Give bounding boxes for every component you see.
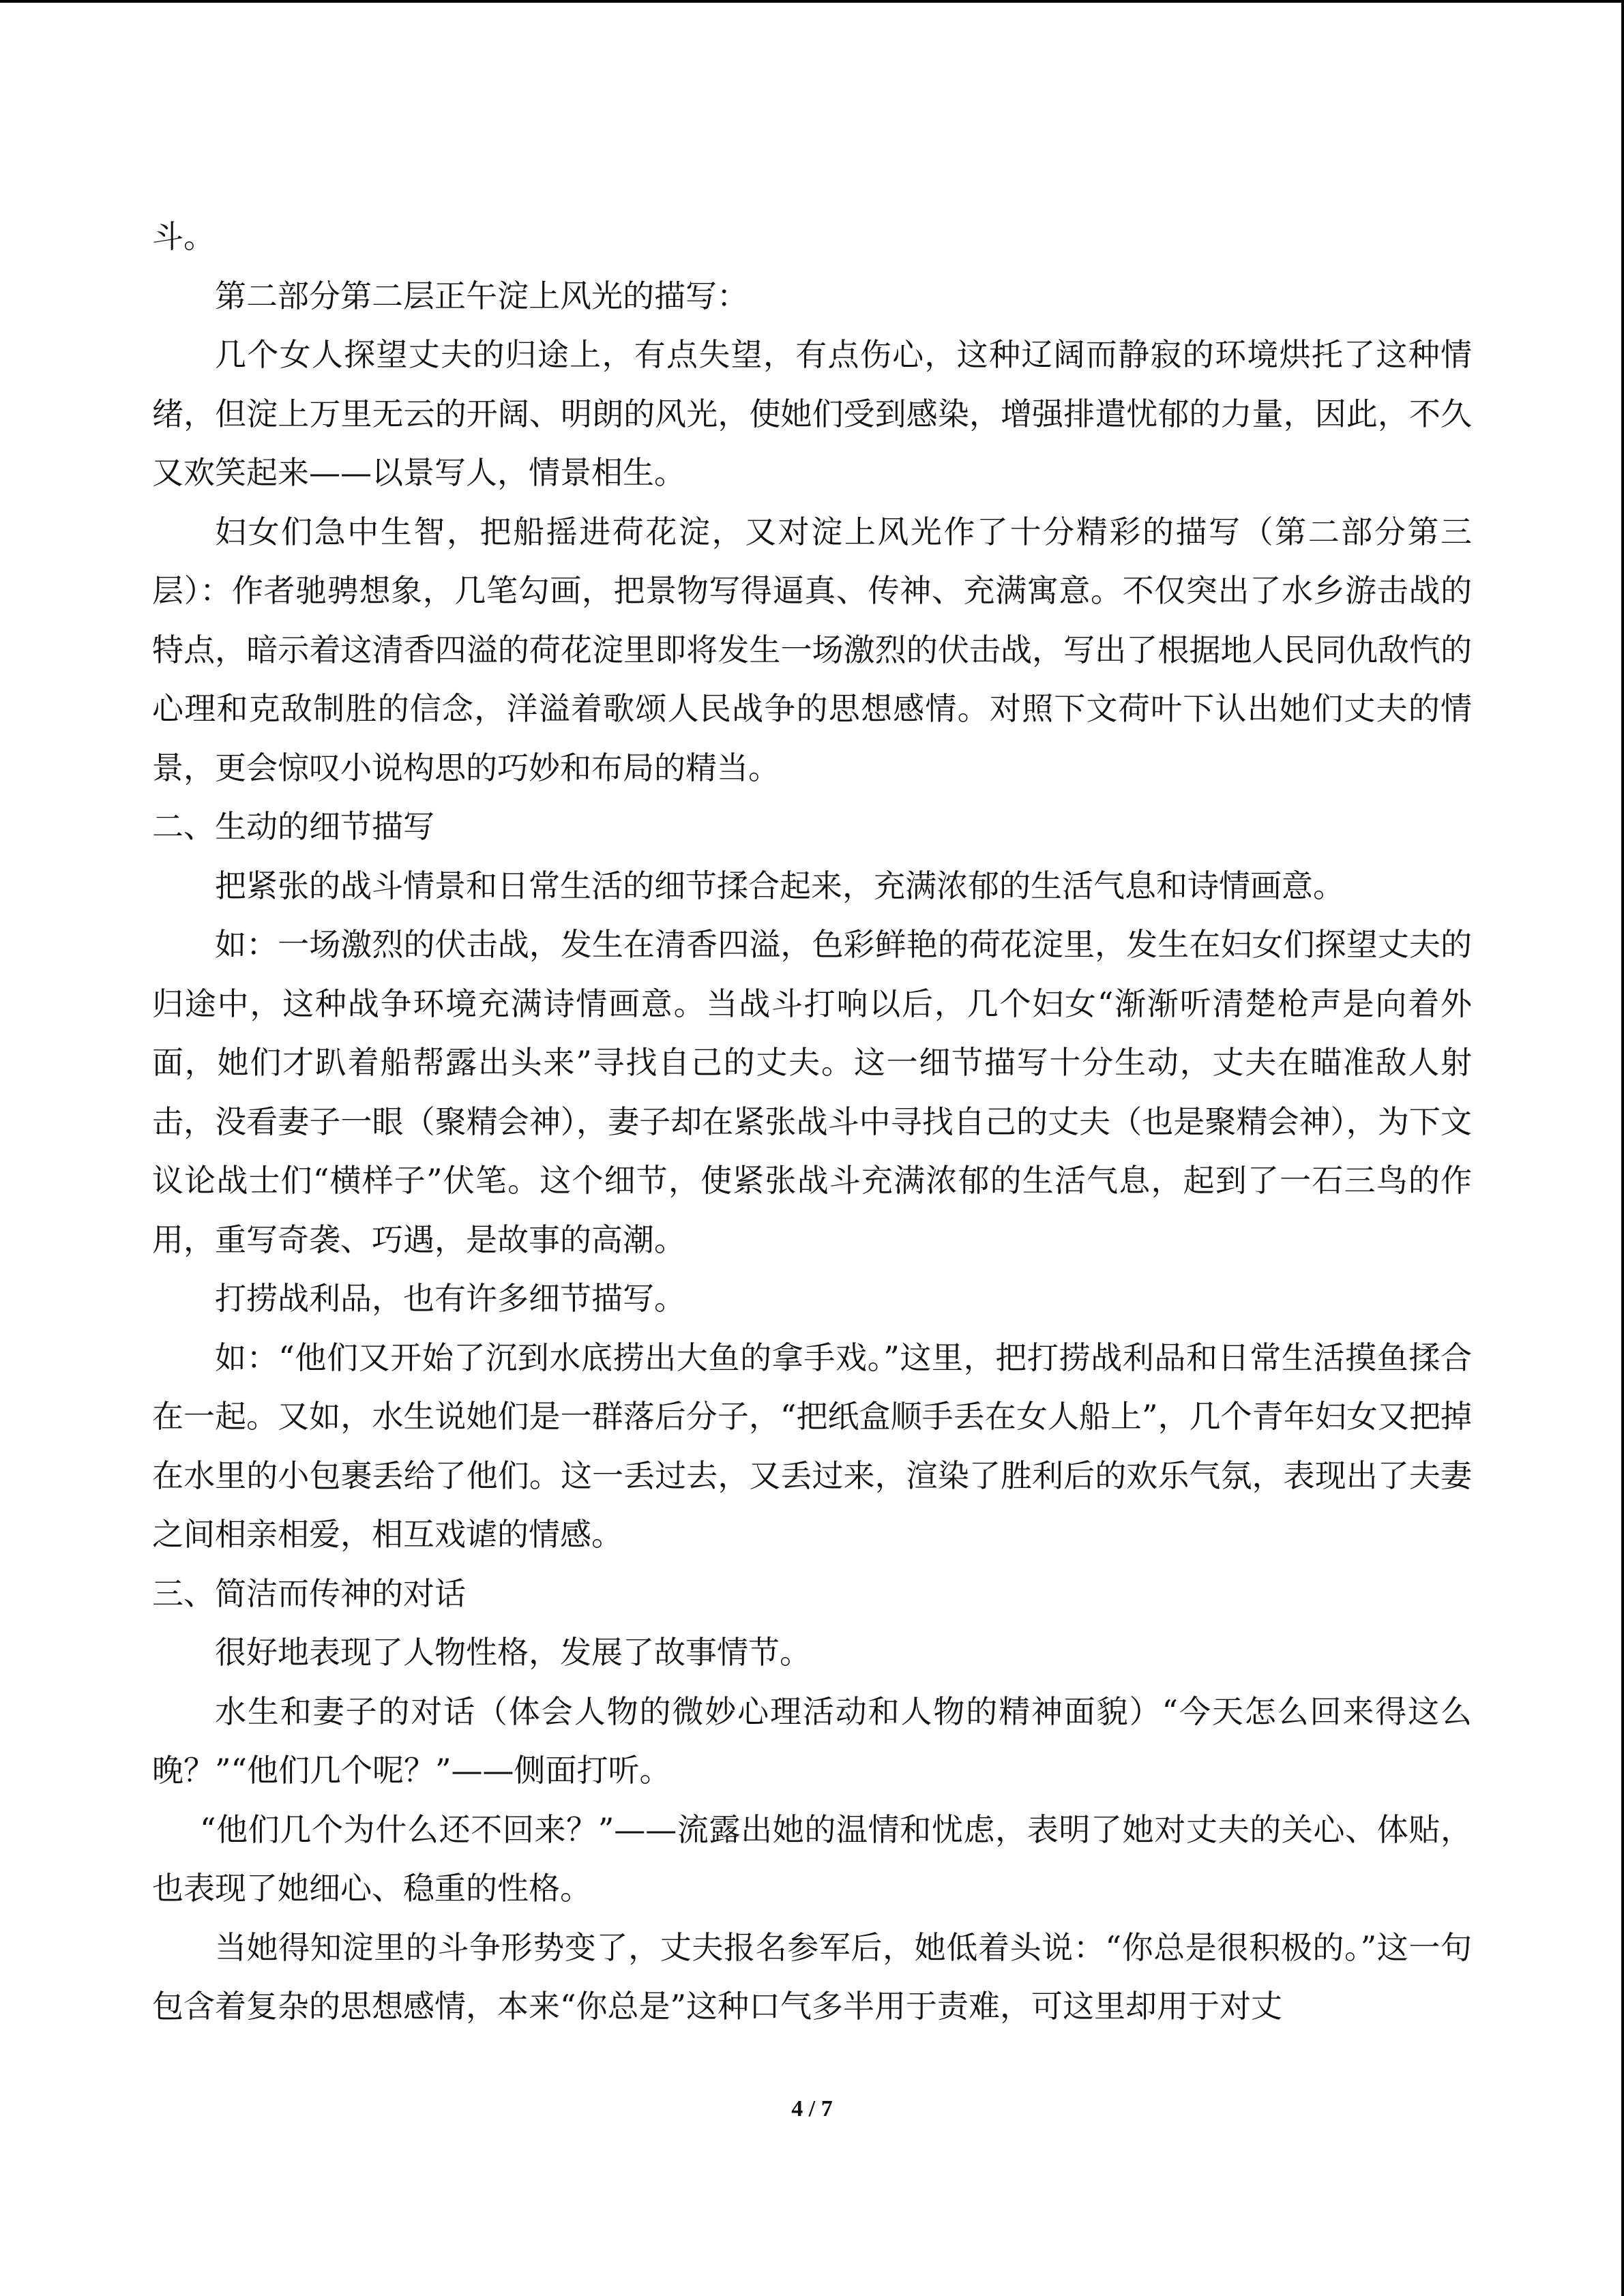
paragraph: 如：一场激烈的伏击战，发生在清香四溢，色彩鲜艳的荷花淀里，发生在妇女们探望丈夫的归途中，这种战争环境充满诗情画意。当战斗打响以后，几个妇女“渐渐听清楚枪声是向着外面，她们才趴着船帮露出头来”寻找自己的丈夫。这一细节描写十分生动，丈夫在瞄准敌人射击，没看妻子一眼（聚精会神），妻子却在紧张战斗中寻找自己的丈夫（也是聚精会神），为下文议论战士们“横样子”伏笔。这个细节，使紧张战斗充满浓郁的生活气息，起到了一石三鸟的作用，重写奇袭、巧遇，是故事的高潮。 bbox=[152, 926, 1472, 1258]
paragraph: 打捞战利品，也有许多细节描写。 bbox=[215, 1280, 685, 1317]
paragraph-section-intro: 第二部分第二层正午淀上风光的描写： bbox=[215, 277, 748, 314]
paragraph: 如：“他们又开始了沉到水底捞出大鱼的拿手戏。”这里，把打捞战利品和日常生活摸鱼揉合在一起。又如，水生说她们是一群落后分子，“把纸盒顺手丢在女人船上”，几个青年妇女又把掉在水里的小包裹丢给了他们。这一丢过去，又丢过来，渲染了胜利后的欢乐气氛，表现出了夫妻之间相亲相爱，相互戏谑的情感。 bbox=[152, 1339, 1472, 1553]
paragraph: “他们几个为什么还不回来？”——流露出她的温情和忧虑，表明了她对丈夫的关心、体贴，也表现了她细心、稳重的性格。 bbox=[152, 1810, 1472, 1907]
paragraph: 妇女们急中生智，把船摇进荷花淀，又对淀上风光作了十分精彩的描写（第二部分第三层）：作者驰骋想象，几笔勾画，把景物写得逼真、传神、充满寓意。不仅突出了水乡游击战的特点，暗示着这清香四溢的荷花淀里即将发生一场激烈的伏击战，写出了根据地人民同仇敌忾的心理和克敌制胜的信念，洋溢着歌颂人民战争的思想感情。对照下文荷叶下认出她们丈夫的情景，更会惊叹小说构思的巧妙和布局的精当。 bbox=[152, 513, 1472, 786]
paragraph: 几个女人探望丈夫的归途上，有点失望，有点伤心，这种辽阔而静寂的环境烘托了这种情绪，但淀上万里无云的开阔、明朗的风光，使她们受到感染，增强排遣忧郁的力量，因此，不久又欢笑起来——以景写人，情景相生。 bbox=[152, 336, 1472, 491]
paragraph-continuation: 斗。 bbox=[152, 218, 215, 255]
paragraph: 把紧张的战斗情景和日常生活的细节揉合起来，充满浓郁的生活气息和诗情画意。 bbox=[215, 867, 1344, 904]
paragraph: 当她得知淀里的斗争形势变了，丈夫报名参军后，她低着头说：“你总是很积极的。”这一句包含着复杂的思想感情，本来“你总是”这种口气多半用于责难，可这里却用于对丈 bbox=[152, 1928, 1472, 2025]
page-number: 4 / 7 bbox=[791, 2096, 833, 2121]
section-heading: 三、简洁而传神的对话 bbox=[152, 1575, 466, 1612]
paragraph: 很好地表现了人物性格，发展了故事情节。 bbox=[215, 1634, 811, 1671]
document-body bbox=[152, 207, 1472, 2036]
paragraph: 水生和妻子的对话（体会人物的微妙心理活动和人物的精神面貌）“今天怎么回来得这么晚？”“他们几个呢？”——侧面打听。 bbox=[152, 1693, 1472, 1789]
section-heading: 二、生动的细节描写 bbox=[152, 808, 434, 845]
